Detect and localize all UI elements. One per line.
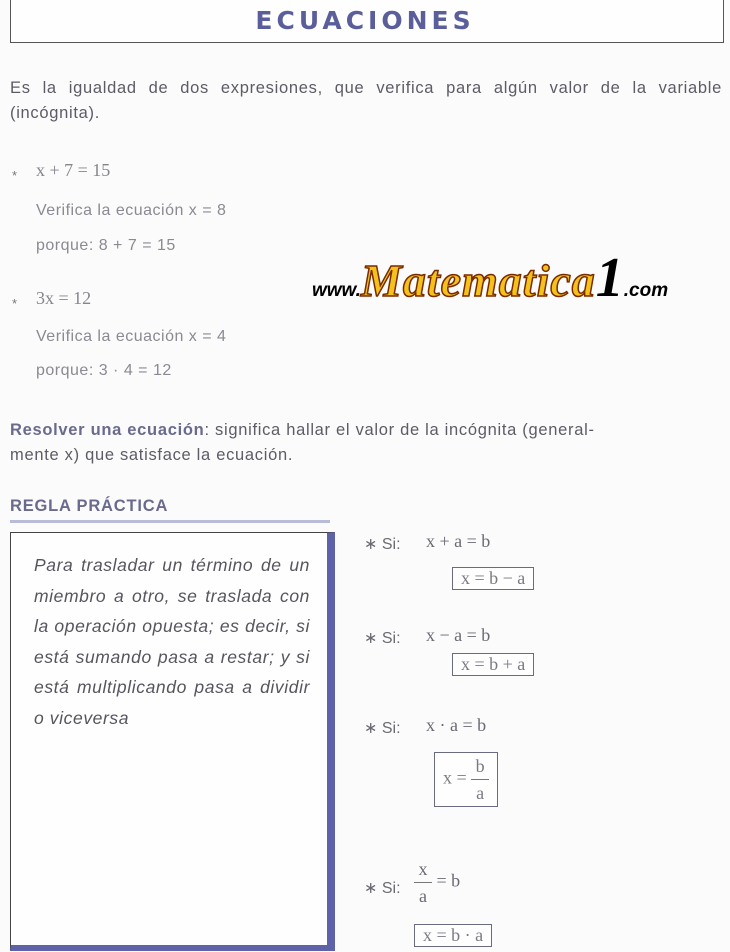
resolve-bold: Resolver una ecuación — [10, 421, 205, 439]
case-4-label: ∗ Si: — [364, 880, 401, 897]
example-2-because: porque: 3 · 4 = 12 — [36, 362, 172, 379]
case-3-given: x · a = b — [426, 715, 487, 735]
case-4-given: $\frac{x}{a}$ = b — [414, 858, 460, 907]
resolve-line-2: mente x) que satisface la ecuación. — [10, 446, 294, 464]
logo-main: Matematica — [360, 255, 596, 306]
resolve-line-1 — [10, 418, 722, 443]
case-3-result: x = $\frac{b}{a}$ — [434, 752, 498, 807]
rule-heading: REGLA PRÁCTICA — [10, 497, 169, 515]
rule-heading-underline — [10, 520, 330, 523]
example-1-because: porque: 8 + 7 = 15 — [36, 237, 176, 254]
example-2-bullet: * — [12, 296, 18, 311]
case-2-given: x − a = b — [426, 625, 491, 645]
resolve-rest: : significa hallar el valor de la incógnita (general- — [204, 421, 595, 439]
example-2-equation: 3x = 12 — [36, 288, 92, 308]
example-1-equation: x + 7 = 15 — [36, 160, 111, 180]
matematica1-logo — [312, 246, 668, 310]
case-1-label: ∗ Si: — [364, 536, 401, 553]
logo-com: .com — [623, 280, 669, 301]
page-title: ECUACIONES — [255, 6, 475, 35]
case-2-result: x = b + a — [452, 653, 534, 676]
case-1-given: x + a = b — [426, 531, 491, 551]
example-1-bullet: * — [12, 168, 18, 183]
case-1-result: x = b − a — [452, 567, 534, 590]
case-2-label: ∗ Si: — [364, 630, 401, 647]
case-3-label: ∗ Si: — [364, 720, 401, 737]
definition-text: Es la igualdad de dos expresiones, que verifica para algún valor de la variable (incógnita). — [10, 79, 722, 122]
rule-text: Para trasladar un término de un miembro a otro, se traslada con la operación opuesta; es decir, si está sumando pasa a restar; y si está multiplicando pasa a dividir o viceversa — [34, 555, 310, 728]
case-4-result: x = b · a — [414, 924, 492, 947]
logo-one: 1 — [595, 247, 624, 309]
logo-www: www. — [312, 280, 361, 301]
example-1-verify: Verifica la ecuación x = 8 — [36, 202, 227, 219]
example-2-verify: Verifica la ecuación x = 4 — [36, 328, 227, 345]
